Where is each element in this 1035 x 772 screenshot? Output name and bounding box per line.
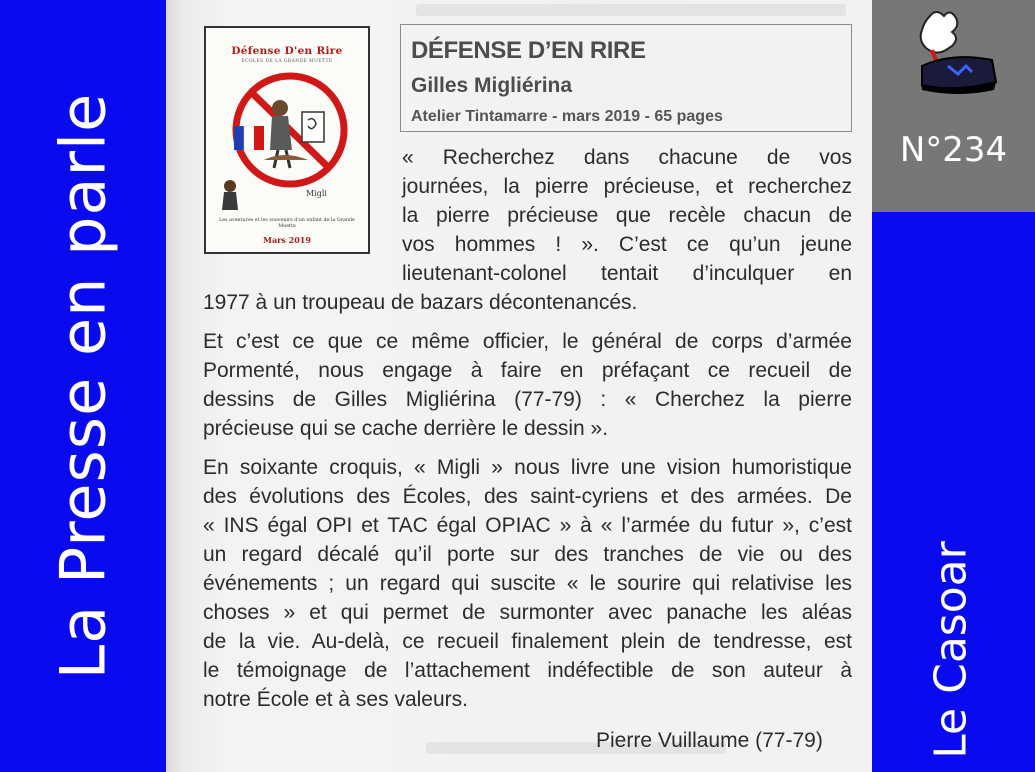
cover-signature: Migli [306,189,327,198]
article-line: choses » et qui permet de surmonter avec panache les aléas [203,601,852,624]
article-line: événements ; un regard qui suscite « le sourire qui relativise les [203,572,852,595]
article-line: journées, la pierre précieuse, et recherchez [402,175,852,198]
casoar-logo [902,6,1012,106]
issue-panel [872,0,1035,212]
book-header [400,24,852,132]
cover-caption: Les aventures et les souvenirs d'un enfant de la Grande Muette [219,218,355,229]
issue-number: N°234 [899,130,1008,170]
article-signature: Pierre Vuillaume (77-79) [596,729,823,752]
article-line: de la vie. Au-delà, ce recueil finalement plein de tendresse, est [203,630,852,653]
article-line: En soixante croquis, « Migli » nous livre une vision humoristique [203,456,852,479]
article-line: précieuse qui se cache derrière le dessin ». [203,417,609,440]
article-line: dessins de Gilles Migliérina (77-79) : « Cherchez la pierre [203,388,852,411]
article-line: « Recherchez dans chacune de vos [402,146,852,169]
article-line: notre École et à ses valeurs. [203,688,468,711]
section-title: La Presse en parle [46,92,120,680]
book-meta: Atelier Tintamarre - mars 2019 - 65 pages [411,108,723,125]
magazine-name: Le Casoar [925,541,977,759]
article-line: 1977 à un troupeau de bazars décontenancés. [203,291,638,314]
article-line: la pierre précieuse que recèle chacun de [402,204,852,227]
right-sidebar [872,212,1035,772]
article-line: Et c’est ce que ce même officier, le général de corps d’armée [203,330,852,353]
article-line: lieutenant-colonel tentait d’inculquer en [402,262,852,285]
article-line: Pormenté, nous engage à faire en préfaçant ce recueil de [203,359,852,382]
cover-subtitle: ÉCOLES DE LA GRANDE MUETTE [241,59,333,64]
article-line: « INS égal OPI et TAC égal OPIAC » à « l’armée du futur », c’est [203,514,852,537]
bleed-through [416,4,846,16]
article-line: un regard décalé qu’il porte sur des tranches de vie ou des [203,543,852,566]
article-line: des évolutions des Écoles, des saint-cyriens et des armées. De [203,485,852,508]
book-author: Gilles Migliérina [411,74,573,97]
book-cover [204,26,370,254]
left-sidebar [0,0,166,772]
cover-title: Défense D'en Rire [231,45,343,57]
book-title: DÉFENSE D’EN RIRE [411,37,646,64]
cover-date: Mars 2019 [263,235,311,245]
article-line: le témoignage de l’attachement indéfectible de son auteur à [203,659,852,682]
scanned-page [166,0,872,772]
article-line: vos hommes ! ». C’est ce qu’un jeune [402,233,852,256]
